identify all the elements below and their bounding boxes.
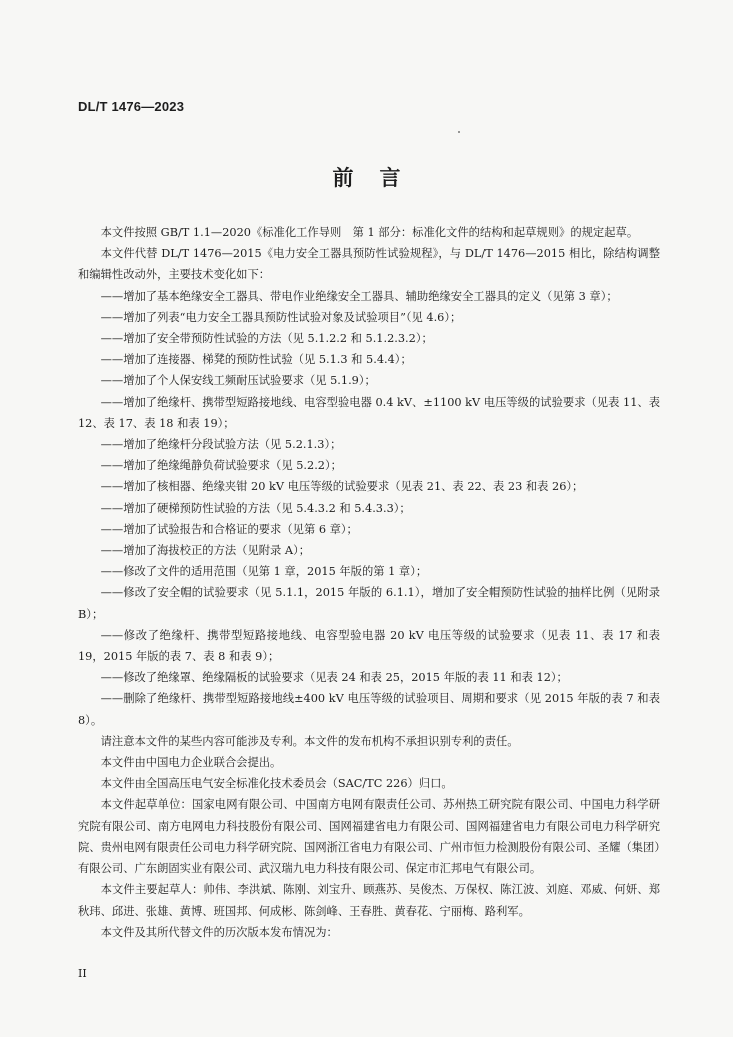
list-item: ——修改了安全帽的试验要求（见 5.1.1，2015 年版的 6.1.1），增加了安全帽预防性试验的抽样比例（见附录 B）； <box>78 586 660 621</box>
list-item: ——增加了绝缘杆分段试验方法（见 5.2.1.3）； <box>100 438 342 452</box>
list-item: ——增加了试验报告和合格证的要求（见第 6 章）； <box>100 522 358 536</box>
section-title: 前言 <box>332 165 427 190</box>
page-number: II <box>78 967 87 980</box>
foreword-body <box>78 222 660 943</box>
document-code: DL/T 1476—2023 <box>78 99 185 114</box>
list-item: ——增加了核相器、绝缘夹钳 20 kV 电压等级的试验要求（见表 21、表 22、表 23 和表 26）； <box>100 480 584 494</box>
paragraph: 本文件代替 DL/T 1476—2015《电力安全工器具预防性试验规程》，与 DL/T 1476—2015 相比，除结构调整和编辑性改动外，主要技术变化如下： <box>78 247 660 282</box>
list-item: ——增加了绝缘绳静负荷试验要求（见 5.2.2）； <box>100 459 342 473</box>
list-item: ——增加了基本绝缘安全工器具、带电作业绝缘安全工器具、辅助绝缘安全工器具的定义（见第 3 章）； <box>100 289 618 303</box>
paragraph: 本文件由全国高压电气安全标准化技术委员会（SAC/TC 226）归口。 <box>100 777 453 791</box>
list-item: ——增加了连接器、梯凳的预防性试验（见 5.1.3 和 5.4.4）； <box>100 353 412 367</box>
list-item: ——增加了安全带预防性试验的方法（见 5.1.2.2 和 5.1.2.3.2）； <box>100 332 433 346</box>
list-item: ——修改了绝缘罩、绝缘隔板的试验要求（见表 24 和表 25，2015 年版的表 11 和表 12）； <box>100 671 568 685</box>
list-item: ——增加了海拔校正的方法（见附录 A）； <box>100 544 311 558</box>
paragraph: 请注意本文件的某些内容可能涉及专利。本文件的发布机构不承担识别专利的责任。 <box>100 734 519 748</box>
scan-speck <box>458 131 460 133</box>
list-item: ——增加了列表“电力安全工器具预防性试验对象及试验项目”（见 4.6）； <box>100 310 462 324</box>
list-item: ——修改了绝缘杆、携带型短路接地线、电容型验电器 20 kV 电压等级的试验要求（见表 11、表 17 和表 19，2015 年版的表 7、表 8 和表 9）； <box>78 628 660 664</box>
paragraph: 本文件主要起草人：帅伟、李洪斌、陈刚、刘宝升、顾燕苏、吴俊杰、万保权、陈江波、刘庭、邓威、何妍、郑秋玮、邱进、张雄、黄博、班国邦、何成彬、陈剑峰、王春胜、黄春花、宁丽梅、路利军。 <box>78 883 660 918</box>
list-item: ——增加了绝缘杆、携带型短路接地线、电容型验电器 0.4 kV、±1100 kV 电压等级的试验要求（见表 11、表 12、表 17、表 18 和表 19）； <box>78 395 660 430</box>
changes-list <box>78 286 660 731</box>
paragraph: 本文件及其所代替文件的历次版本发布情况为： <box>100 925 338 939</box>
list-item: ——增加了个人保安线工频耐压试验要求（见 5.1.9）； <box>100 374 376 388</box>
list-item: ——增加了硬梯预防性试验的方法（见 5.4.3.2 和 5.4.3.3）； <box>100 501 411 515</box>
list-item: ——修改了文件的适用范围（见第 1 章，2015 年版的第 1 章）； <box>100 565 428 579</box>
list-item: ——删除了绝缘杆、携带型短路接地线±400 kV 电压等级的试验项目、周期和要求（见 2015 年版的表 7 和表 8）。 <box>78 692 660 727</box>
paragraph: 本文件由中国电力企业联合会提出。 <box>100 756 282 770</box>
paragraph: 本文件起草单位：国家电网有限公司、中国南方电网有限责任公司、苏州热工研究院有限公司、中国电力科学研究院有限公司、南方电网电力科技股份有限公司、国网福建省电力有限公司、国网福建省电力有限公司电力科学研究院、贵州电网有限责任公司电力科学研究院、国网浙江省电力有限公司、广州市恒力检测股份有限公司、圣耀（集团）有限公司、广东朗固实业有限公司、武汉瑞九电力科技有限公司、保定市汇邦电气有限公司。 <box>78 798 660 876</box>
paragraph: 本文件按照 GB/T 1.1—2020《标准化工作导则 第 1 部分：标准化文件的结构和起草规则》的规定起草。 <box>100 226 639 239</box>
